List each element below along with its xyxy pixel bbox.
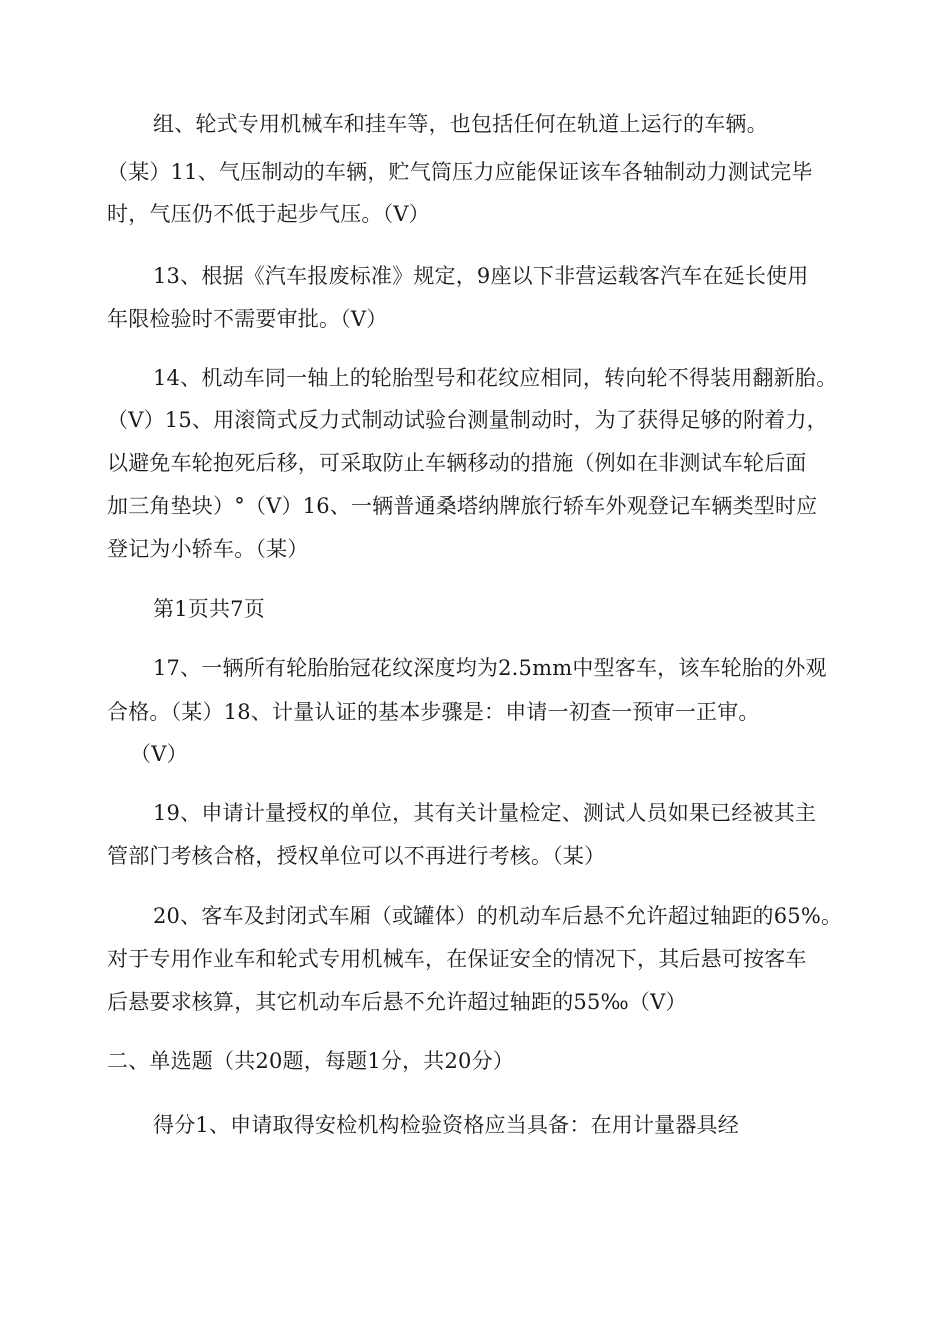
text-line-17: 20、客车及封闭式车厢（或罐体）的机动车后悬不允许超过轴距的65%。 <box>153 904 843 928</box>
text-line-21: 得分1、申请取得安检机构检验资格应当具备：在用计量器具经 <box>153 1113 739 1137</box>
text-line-14: （V） <box>130 742 188 766</box>
text-line-15: 19、申请计量授权的单位，其有关计量检定、测试人员如果已经被其主 <box>153 801 817 825</box>
section-heading: 二、单选题（共20题，每题1分，共20分） <box>107 1049 515 1073</box>
text-line-12: 17、一辆所有轮胎胎冠花纹深度均为2.5mm中型客车，该车轮胎的外观 <box>153 656 827 680</box>
text-line-4: 13、根据《汽车报废标准》规定，9座以下非营运载客汽车在延长使用 <box>153 264 809 288</box>
text-line-2: （某）11、气压制动的车辆，贮气筒压力应能保证该车各轴制动力测试完毕 <box>107 160 813 184</box>
page-number-line: 第1页共7页 <box>153 597 265 621</box>
text-line-6: 14、机动车同一轴上的轮胎型号和花纹应相同，转向轮不得装用翻新胎。 <box>153 366 838 390</box>
text-line-19: 后悬要求核算，其它机动车后悬不允许超过轴距的55‰（V） <box>107 990 687 1014</box>
text-line-3: 时，气压仍不低于起步气压。（V） <box>107 202 430 226</box>
text-line-1: 组、轮式专用机械车和挂车等，也包括任何在轨道上运行的车辆。 <box>153 112 768 136</box>
text-line-5: 年限检验时不需要审批。（V） <box>107 307 388 331</box>
text-line-9: 加三角垫块）°（V）16、一辆普通桑塔纳牌旅行轿车外观登记车辆类型时应 <box>107 494 818 518</box>
text-line-10: 登记为小轿车。（某） <box>107 537 309 561</box>
text-line-7: （V）15、用滚筒式反力式制动试验台测量制动时，为了获得足够的附着力， <box>107 408 828 432</box>
text-line-18: 对于专用作业车和轮式专用机械车，在保证安全的情况下，其后悬可按客车 <box>107 947 807 971</box>
text-line-8: 以避免车轮抱死后移，可采取防止车辆移动的措施（例如在非测试车轮后面 <box>107 451 807 475</box>
text-line-16: 管部门考核合格，授权单位可以不再进行考核。（某） <box>107 844 606 868</box>
text-line-13: 合格。（某）18、计量认证的基本步骤是：申请一初查一预审一正审。 <box>107 700 760 724</box>
